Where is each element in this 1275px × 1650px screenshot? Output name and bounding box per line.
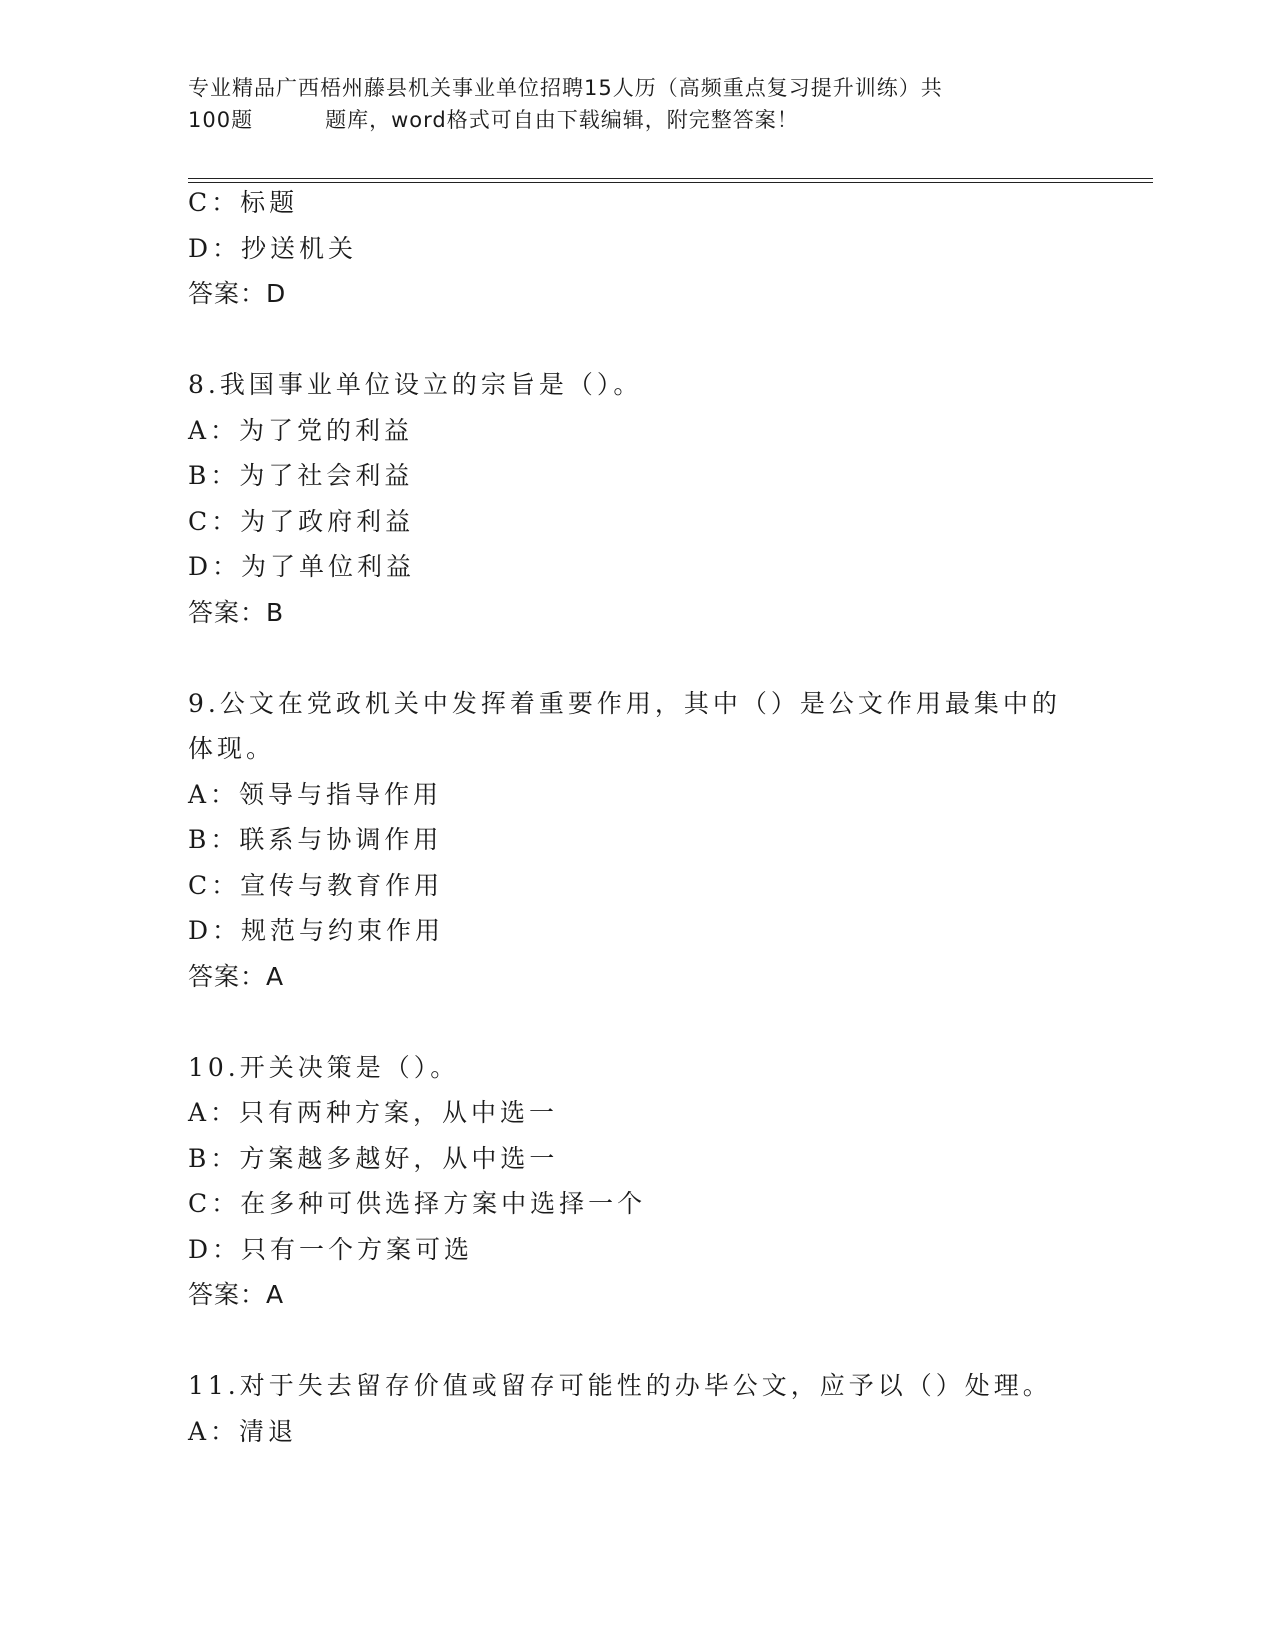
option-c: C：在多种可供选择方案中选择一个 — [188, 1189, 647, 1218]
option-c: C：宣传与教育作用 — [188, 870, 444, 900]
question-10 — [188, 1045, 1088, 1318]
question-text: 9.公文在党政机关中发挥着重要作用，其中（）是公文作用最集中的 — [188, 688, 1061, 718]
question-text: 10.开关决策是（）。 — [188, 1052, 460, 1082]
option-a: A：为了党的利益 — [188, 415, 414, 445]
header-title-line-1: 专业精品广西梧州藤县机关事业单位招聘15人历（高频重点复习提升训练）共 — [188, 76, 943, 100]
page-header — [188, 72, 1088, 136]
question-11 — [188, 1363, 1088, 1454]
option-a: A：清退 — [188, 1416, 298, 1446]
option-a: A：只有两种方案，从中选一 — [188, 1098, 559, 1127]
answer-line: 答案：A — [188, 1280, 285, 1309]
header-title-line-2 — [188, 104, 1088, 136]
option-b: B：方案越多越好，从中选一 — [188, 1143, 559, 1173]
option-b: B：为了社会利益 — [188, 461, 414, 490]
option-c: C：标题 — [188, 188, 299, 217]
answer-line: 答案：A — [188, 961, 285, 991]
option-b: B：联系与协调作用 — [188, 825, 443, 854]
answer-line: 答案：D — [188, 279, 287, 308]
option-c: C：为了政府利益 — [188, 506, 415, 536]
option-d: D：抄送机关 — [188, 233, 358, 263]
answer-line: 答案：B — [188, 597, 285, 627]
question-text-continued: 体现。 — [188, 734, 276, 763]
option-d: D：只有一个方案可选 — [188, 1234, 474, 1264]
header-description: 题库，word格式可自由下载编辑，附完整答案！ — [325, 108, 799, 132]
question-9 — [188, 681, 1088, 1000]
question-list — [188, 180, 1088, 1454]
header-question-count: 100题 — [188, 108, 254, 132]
option-d: D：规范与约束作用 — [188, 916, 445, 945]
question-text: 8.我国事业单位设立的宗旨是（）。 — [188, 370, 643, 399]
question-8 — [188, 362, 1088, 635]
question-text: 11.对于失去留存价值或留存可能性的办毕公文，应予以（）处理。 — [188, 1371, 1052, 1400]
option-d: D：为了单位利益 — [188, 552, 416, 581]
option-a: A：领导与指导作用 — [188, 779, 443, 809]
previous-question-tail — [188, 180, 1088, 317]
